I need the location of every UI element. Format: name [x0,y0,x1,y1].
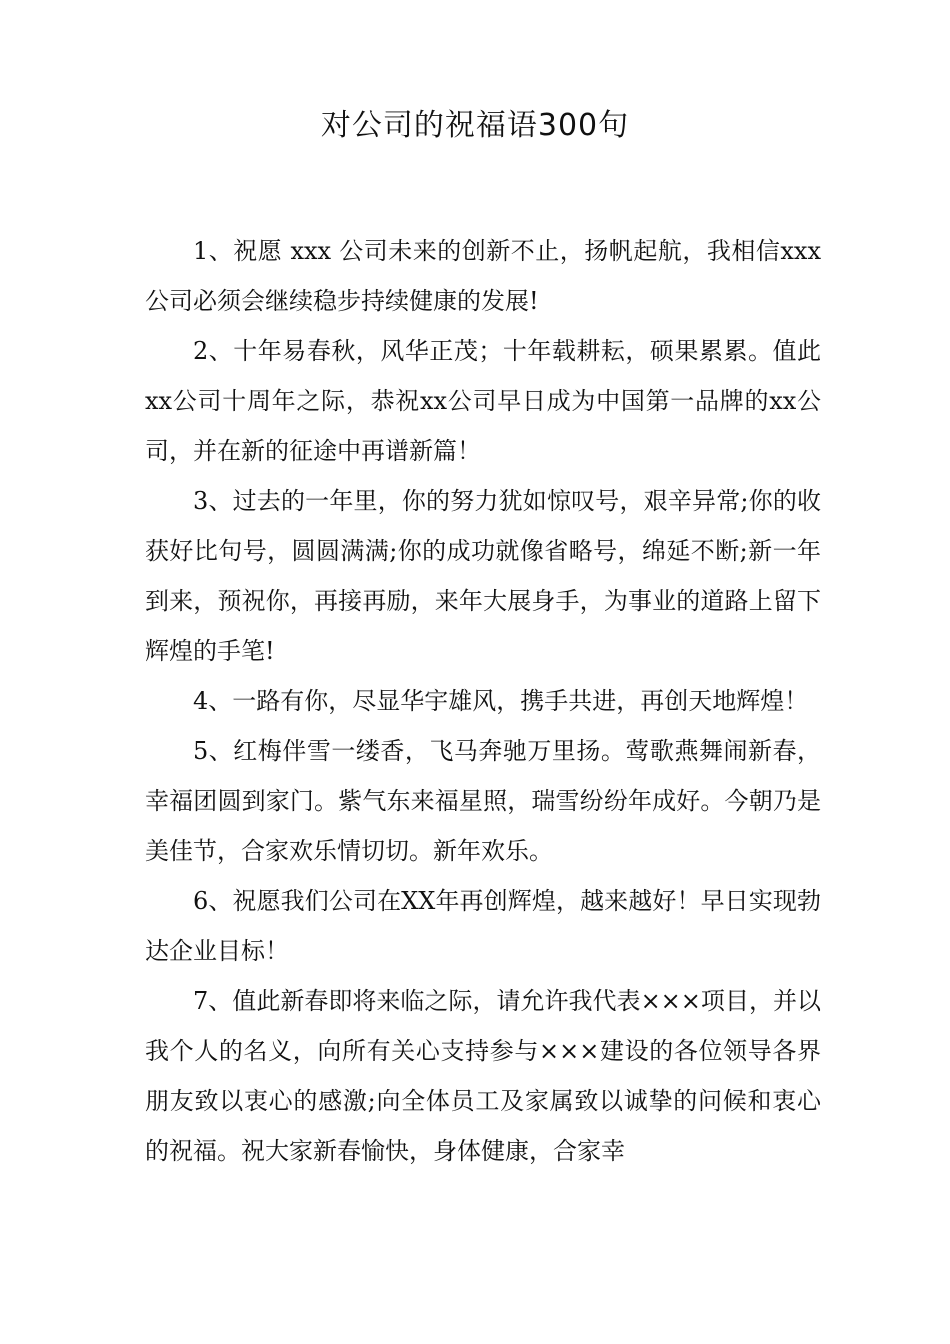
document-title: 对公司的祝福语300句 [320,108,630,143]
document-body [145,226,821,1176]
paragraph: 2、十年易春秋，风华正茂；十年载耕耘，硕果累累。值此xx公司十周年之际，恭祝xx公司早日成为中国第一品牌的xx公司，并在新的征途中再谱新篇！ [145,337,821,465]
paragraph: 6、祝愿我们公司在XX年再创辉煌，越来越好！早日实现勃达企业目标！ [145,887,821,965]
paragraph: 7、值此新春即将来临之际，请允许我代表×××项目，并以我个人的名义，向所有关心支持参与×××建设的各位领导各界朋友致以衷心的感激;向全体员工及家属致以诚挚的问候和衷心的祝福。祝大家新春愉快，身体健康，合家幸 [145,987,821,1165]
paragraph: 3、过去的一年里，你的努力犹如惊叹号，艰辛异常;你的收获好比句号，圆圆满满;你的成功就像省略号，绵延不断;新一年到来，预祝你，再接再励，来年大展身手，为事业的道路上留下辉煌的手笔! [145,487,821,665]
paragraph: 4、一路有你，尽显华宇雄风，携手共进，再创天地辉煌！ [193,687,809,715]
paragraph: 1、祝愿 xxx 公司未来的创新不止，扬帆起航，我相信xxx公司必须会继续稳步持续健康的发展! [145,237,821,315]
paragraph: 5、红梅伴雪一缕香，飞马奔驰万里扬。莺歌燕舞闹新春，幸福团圆到家门。紫气东来福星照，瑞雪纷纷年成好。今朝乃是美佳节，合家欢乐情切切。新年欢乐。 [145,737,821,865]
